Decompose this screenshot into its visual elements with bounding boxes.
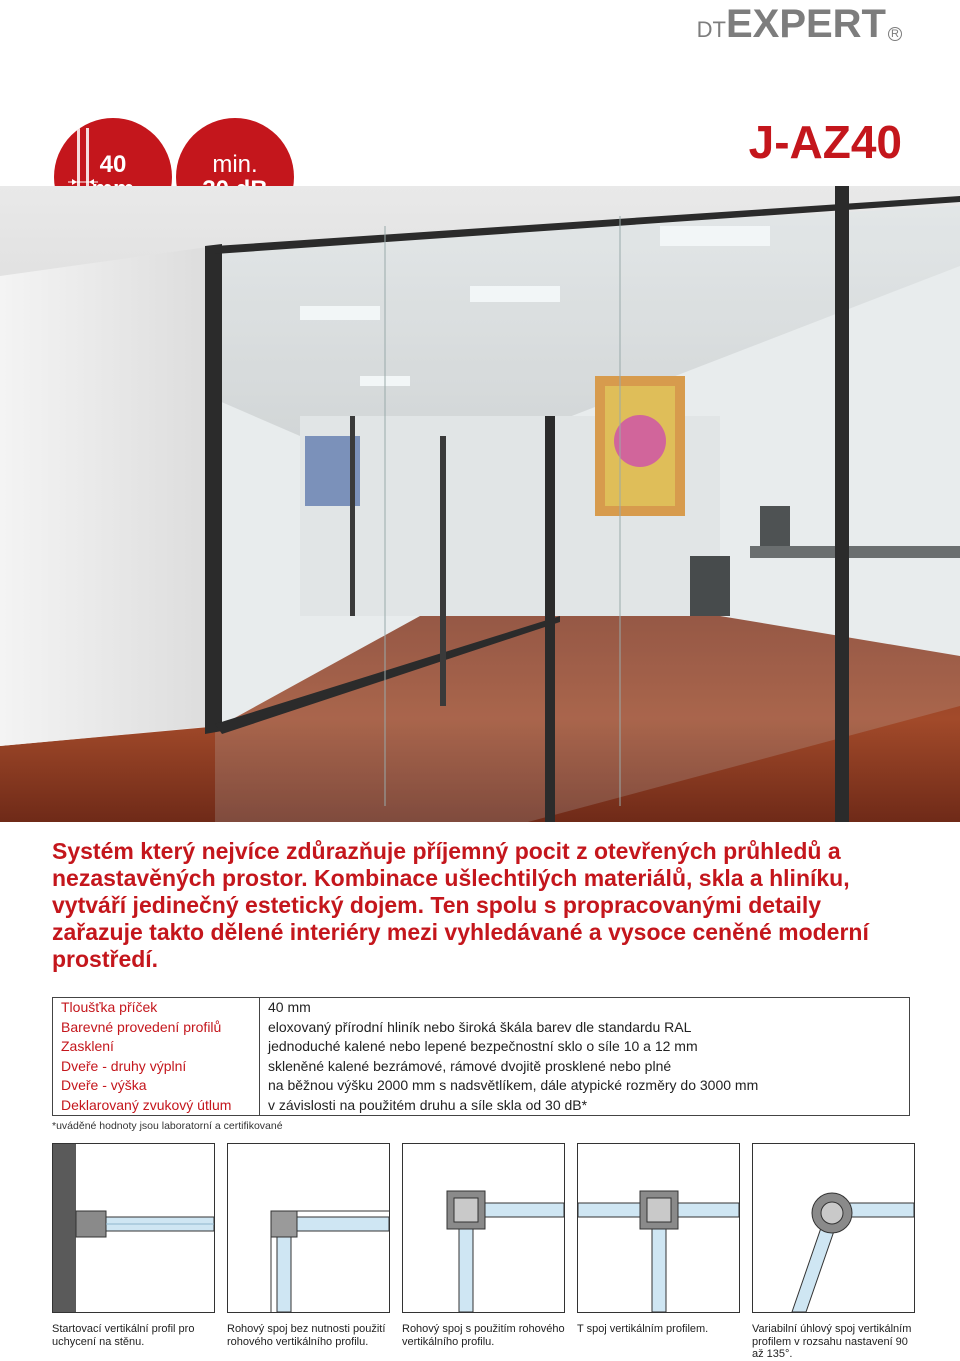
- brand-prefix: DT: [696, 17, 726, 42]
- spec-value: na běžnou výšku 2000 mm s nadsvětlíkem, dále atypické rozměry do 3000 mm: [268, 1077, 759, 1093]
- profile-drawing: [752, 1143, 915, 1313]
- office-photo: [0, 186, 960, 822]
- product-code: J-AZ40: [748, 116, 902, 168]
- spec-value: 40 mm: [268, 999, 311, 1015]
- profile-caption: Rohový spoj bez nutnosti použití rohového vertikálního profilu.: [227, 1323, 386, 1348]
- table-row: [53, 998, 910, 1018]
- profile-drawing: [227, 1143, 390, 1313]
- specs-table: [52, 997, 910, 1116]
- table-row: [53, 1037, 910, 1057]
- profile-angle-joint: [752, 1143, 915, 1313]
- table-row: [53, 1057, 910, 1077]
- spec-label: Barevné provedení profilů: [53, 1018, 260, 1038]
- spec-value: jednoduché kalené nebo lepené bezpečnostní sklo o síle 10 a 12 mm: [268, 1038, 698, 1054]
- intro-text: Systém který nejvíce zdůrazňuje příjemný pocit z otevřených průhledů a nezastavěných prostor. Kombinace ušlechtilých materiálů, skla a hliníku, vytváří jedinečný estetický dojem. Ten spolu s propracovanými detaily zařazuje takto dělené interiéry mezi vyhledávané a vysoce ceněné moderní prostředí.: [52, 838, 869, 972]
- profile-corner-vertical: [402, 1143, 565, 1313]
- profile-start-wall: [52, 1143, 215, 1313]
- spec-value: v závislosti na použitém druhu a síle skla od 30 dB*: [268, 1096, 588, 1113]
- spec-label: Dveře - výška: [53, 1076, 260, 1096]
- registered-mark: R: [888, 27, 902, 41]
- brand-name: EXPERT: [725, 2, 886, 46]
- profile-drawings: [52, 1143, 912, 1313]
- spec-label: Tloušťka příček: [53, 998, 260, 1018]
- profile-drawing: [402, 1143, 565, 1313]
- brand-logo: [697, 4, 902, 44]
- office-illustration: [0, 186, 960, 822]
- profile-caption: T spoj vertikálním profilem.: [577, 1323, 709, 1335]
- profile-caption: Variabilní úhlový spoj vertikálním profilem v rozsahu nastavení 90 až 135°.: [752, 1323, 912, 1360]
- profile-corner-simple: [227, 1143, 390, 1313]
- profile-captions: [52, 1323, 922, 1361]
- sound-prefix: min.: [212, 150, 258, 178]
- spec-label: Deklarovaný zvukový útlum: [53, 1096, 260, 1116]
- table-row: [53, 1096, 910, 1116]
- spec-value: skleněné kalené bezrámové, rámové dvojitě prosklené nebo plné: [268, 1057, 672, 1074]
- profile-t-joint: [577, 1143, 740, 1313]
- spec-label: Zasklení: [53, 1037, 260, 1057]
- spec-value: eloxovaný přírodní hliník nebo široká škála barev dle standardu RAL: [268, 1018, 692, 1035]
- profile-drawing: [577, 1143, 740, 1313]
- table-row: [53, 1076, 910, 1096]
- thickness-value: 40: [99, 150, 127, 178]
- profile-drawing: [52, 1143, 215, 1313]
- footnote: *uváděné hodnoty jsou laboratorní a certifikované: [52, 1120, 283, 1132]
- profile-caption: Startovací vertikální profil pro uchycení na stěnu.: [52, 1323, 195, 1348]
- profile-caption: Rohový spoj s použitím rohového vertikálního profilu.: [402, 1323, 565, 1348]
- table-row: [53, 1018, 910, 1038]
- spec-label: Dveře - druhy výplní: [53, 1057, 260, 1077]
